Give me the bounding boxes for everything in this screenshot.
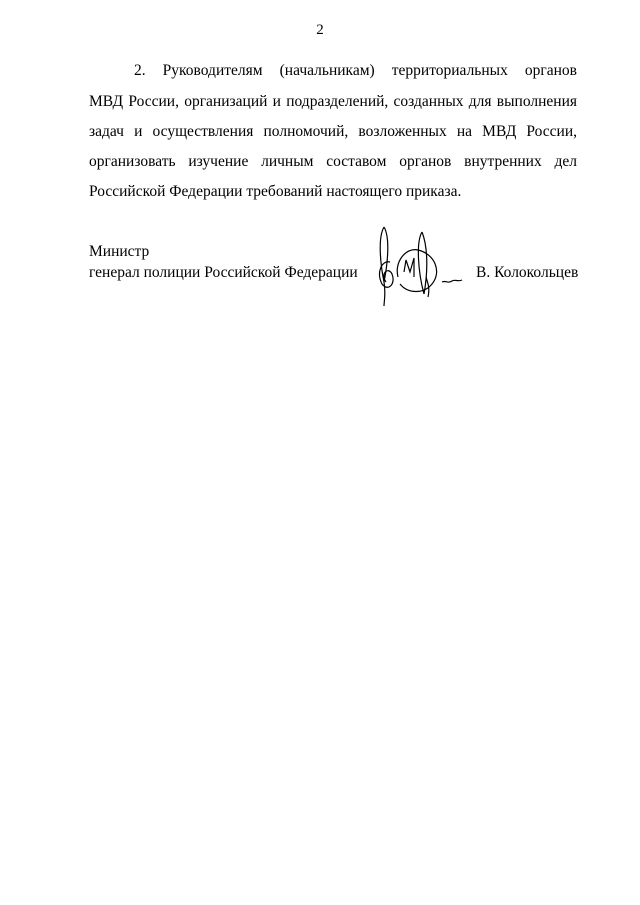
handwritten-signature — [370, 222, 470, 307]
page-number: 2 — [316, 22, 324, 38]
paragraph-line: задач и осуществления полномочий, возложенных на МВД России, — [89, 123, 577, 140]
paragraph-line: Российской Федерации требований настоящего приказа. — [89, 183, 462, 200]
paragraph-line: организовать изучение личным составом органов внутренних дел — [89, 153, 577, 170]
signer-position: Министр — [89, 243, 150, 260]
signer-name: В. Колокольцев — [476, 264, 579, 281]
signer-rank: генерал полиции Российской Федерации — [89, 264, 358, 281]
paragraph-line: 2. Руководителям (начальникам) территориальных органов — [134, 62, 577, 79]
paragraph-line: МВД России, организаций и подразделений, созданных для выполнения — [89, 93, 577, 110]
